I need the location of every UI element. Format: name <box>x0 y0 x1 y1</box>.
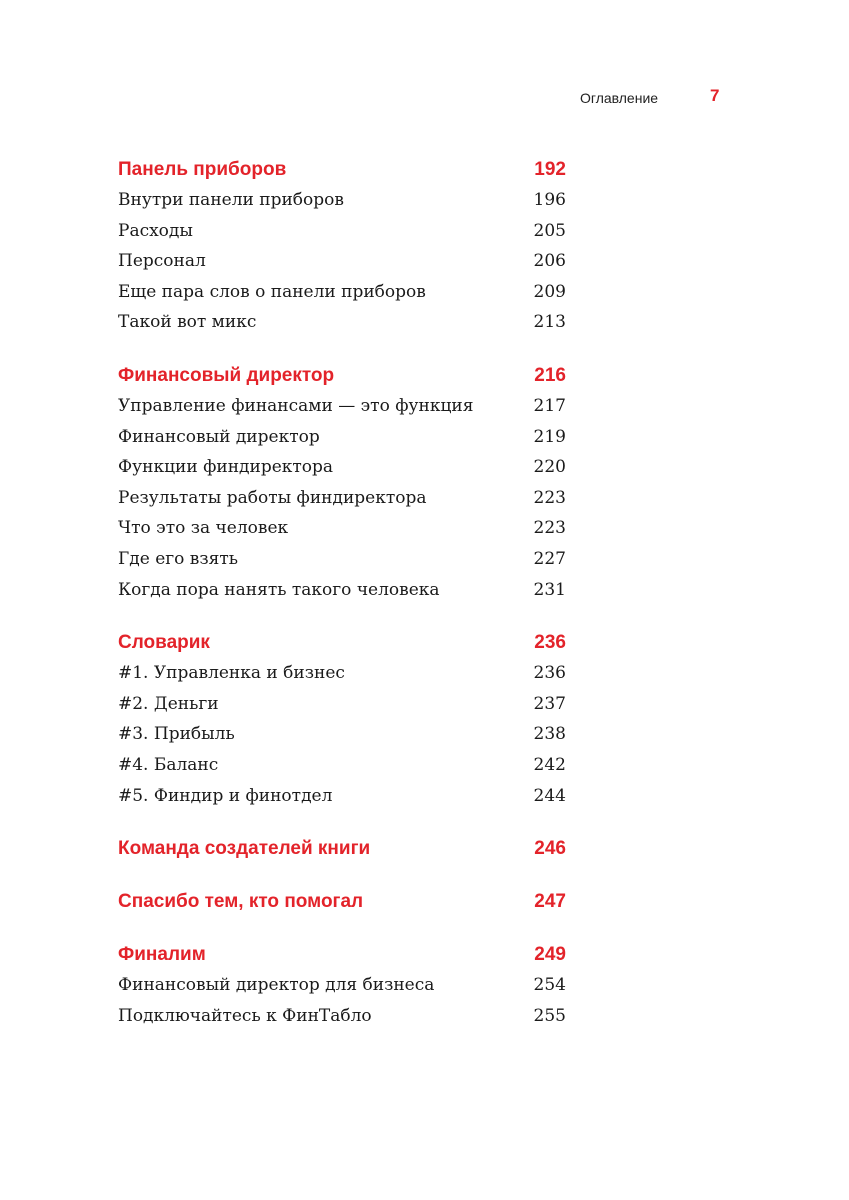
toc-entry[interactable] <box>118 781 566 812</box>
toc-entry[interactable] <box>118 216 566 247</box>
toc-entry[interactable] <box>118 483 566 514</box>
chapter-title: Финансовый директор <box>118 364 335 386</box>
toc-section <box>118 940 566 1031</box>
entry-page-number: 213 <box>533 312 566 333</box>
chapter-page-number: 247 <box>534 891 566 913</box>
entry-page-number: 206 <box>533 251 566 272</box>
toc-entry[interactable] <box>118 277 566 308</box>
toc-entry[interactable] <box>118 452 566 483</box>
entry-page-number: 223 <box>533 487 566 508</box>
entry-title: #5. Финдир и финотдел <box>118 785 333 806</box>
chapter-page-number: 246 <box>534 838 566 860</box>
toc-chapter-heading[interactable] <box>118 887 566 917</box>
entry-page-number: 219 <box>533 426 566 447</box>
entry-title: Такой вот микс <box>118 312 257 333</box>
toc-entry[interactable] <box>118 391 566 422</box>
toc-chapter-heading[interactable] <box>118 940 566 970</box>
toc-entry[interactable] <box>118 689 566 720</box>
entry-title: Финансовый директор <box>118 426 320 447</box>
entry-title: Результаты работы финдиректора <box>118 487 427 508</box>
chapter-page-number: 192 <box>534 159 566 180</box>
chapter-title: Панель приборов <box>118 159 287 180</box>
entry-page-number: 231 <box>533 579 566 600</box>
entry-title: Что это за человек <box>118 518 289 539</box>
toc-entry[interactable] <box>118 307 566 338</box>
toc-chapter-heading[interactable] <box>118 834 566 864</box>
entry-title: Персонал <box>118 251 206 272</box>
entry-title: Функции финдиректора <box>118 457 334 478</box>
entry-page-number: 236 <box>533 663 566 684</box>
toc-entry[interactable] <box>118 970 566 1001</box>
toc-section <box>118 155 566 338</box>
entry-title: #2. Деньги <box>118 693 219 714</box>
toc-entry[interactable] <box>118 544 566 575</box>
entry-page-number: 223 <box>533 518 566 539</box>
entry-page-number: 227 <box>533 548 566 569</box>
toc-entry[interactable] <box>118 1001 566 1032</box>
page-number: 7 <box>710 86 720 105</box>
chapter-title: Спасибо тем, кто помогал <box>118 891 364 913</box>
entry-page-number: 217 <box>533 395 566 416</box>
toc-entry[interactable] <box>118 750 566 781</box>
entry-page-number: 255 <box>533 1005 566 1026</box>
toc-entry[interactable] <box>118 575 566 606</box>
chapter-title: Словарик <box>118 632 210 654</box>
toc-chapter-heading[interactable] <box>118 628 566 658</box>
entry-page-number: 244 <box>533 785 566 806</box>
entry-page-number: 209 <box>533 281 566 302</box>
entry-title: #1. Управленка и бизнес <box>118 663 345 684</box>
table-of-contents <box>118 155 566 1054</box>
toc-section <box>118 887 566 917</box>
toc-section <box>118 834 566 864</box>
entry-page-number: 205 <box>533 220 566 241</box>
entry-title: Управление финансами — это функция <box>118 395 474 416</box>
entry-page-number: 238 <box>533 724 566 745</box>
entry-page-number: 237 <box>533 693 566 714</box>
chapter-title: Команда создателей книги <box>118 838 371 860</box>
entry-title: #3. Прибыль <box>118 724 235 745</box>
toc-entry[interactable] <box>118 658 566 689</box>
entry-title: Расходы <box>118 220 193 241</box>
toc-chapter-heading[interactable] <box>118 155 566 185</box>
entry-title: Где его взять <box>118 548 239 569</box>
toc-entry[interactable] <box>118 185 566 216</box>
running-head-title: Оглавление <box>580 90 659 106</box>
entry-title: Финансовый директор для бизнеса <box>118 975 435 996</box>
entry-title: Подключайтесь к ФинТабло <box>118 1005 372 1026</box>
entry-title: Еще пара слов о панели приборов <box>118 281 426 302</box>
chapter-title: Финалим <box>118 944 206 966</box>
toc-entry[interactable] <box>118 246 566 277</box>
toc-entry[interactable] <box>118 719 566 750</box>
entry-page-number: 254 <box>533 975 566 996</box>
entry-title: #4. Баланс <box>118 754 219 775</box>
entry-title: Когда пора нанять такого человека <box>118 579 440 600</box>
toc-entry[interactable] <box>118 513 566 544</box>
chapter-page-number: 216 <box>534 364 566 386</box>
entry-page-number: 220 <box>533 457 566 478</box>
toc-chapter-heading[interactable] <box>118 361 566 391</box>
toc-section <box>118 628 566 811</box>
toc-section <box>118 361 566 605</box>
chapter-page-number: 249 <box>534 944 566 966</box>
chapter-page-number: 236 <box>534 632 566 654</box>
toc-entry[interactable] <box>118 422 566 453</box>
entry-page-number: 196 <box>533 190 566 210</box>
entry-page-number: 242 <box>533 754 566 775</box>
entry-title: Внутри панели приборов <box>118 190 344 210</box>
